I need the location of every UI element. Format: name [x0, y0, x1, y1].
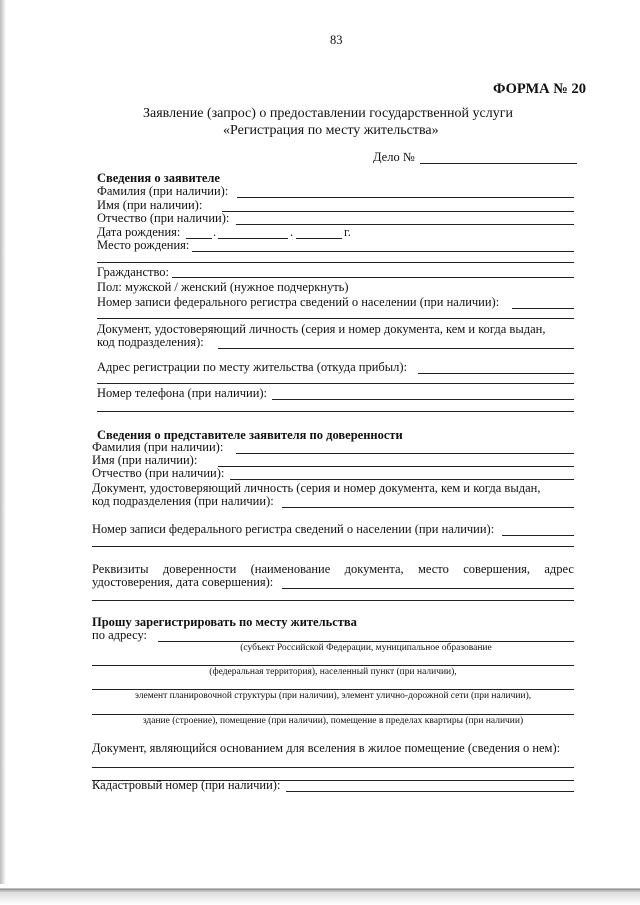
request-address-field-2[interactable]: [92, 665, 574, 666]
representative-heading: Сведения о представителе заявителя по доверенности: [97, 428, 403, 442]
applicant-federal-record-field[interactable]: [512, 308, 574, 309]
rep-patronymic-label: Отчество (при наличии):: [92, 466, 225, 480]
applicant-birthplace-field-2[interactable]: [97, 262, 574, 263]
rep-name-field[interactable]: [218, 466, 574, 467]
rep-id-doc-field[interactable]: [282, 507, 574, 508]
page-number: 83: [330, 33, 343, 47]
case-number-field[interactable]: [420, 163, 577, 164]
form-title-line2: «Регистрация по месту жительства»: [223, 123, 439, 138]
request-address-field-4[interactable]: [92, 714, 574, 715]
rep-name-label: Имя (при наличии):: [92, 453, 198, 467]
applicant-dob-label: Дата рождения:: [97, 225, 181, 239]
applicant-patronymic-label: Отчество (при наличии):: [97, 211, 230, 225]
applicant-id-doc-field[interactable]: [218, 348, 574, 349]
applicant-patronymic-field[interactable]: [236, 224, 574, 225]
applicant-gender-label: Пол: мужской / женский (нужное подчеркнуть): [97, 280, 349, 294]
proxy-word: документа,: [344, 562, 404, 576]
applicant-federal-record-field-2[interactable]: [97, 318, 574, 319]
rep-federal-record-field[interactable]: [502, 535, 574, 536]
applicant-phone-label: Номер телефона (при наличии):: [97, 386, 268, 400]
applicant-birthplace-field[interactable]: [192, 251, 574, 252]
applicant-birthplace-label: Место рождения:: [97, 238, 190, 252]
applicant-reg-address-field[interactable]: [418, 373, 574, 374]
proxy-word: (наименование: [250, 562, 331, 576]
applicant-phone-field-2[interactable]: [97, 411, 574, 412]
applicant-reg-address-field-2[interactable]: [97, 383, 574, 384]
request-address-label: по адресу:: [92, 628, 148, 642]
applicant-heading: Сведения о заявителе: [97, 171, 220, 185]
case-number-label: Дело №: [373, 150, 415, 164]
rep-id-doc-line1: Документ, удостоверяющий личность (серия и номер документа, кем и когда выдан,: [92, 481, 541, 495]
form-title-line1: Заявление (запрос) о предоставлении государственной услуги: [143, 106, 513, 121]
applicant-name-field[interactable]: [222, 211, 574, 212]
applicant-phone-field[interactable]: [272, 399, 574, 400]
scan-bottom-edge: [0, 884, 640, 905]
rep-id-doc-line2: код подразделения (при наличии):: [92, 494, 274, 508]
dob-dot-2: .: [290, 225, 294, 239]
address-caption-4: здание (строение), помещение (при наличии), помещение в пределах квартиры (при наличии): [142, 716, 524, 726]
cadastral-field[interactable]: [286, 791, 574, 792]
request-address-field-1[interactable]: [158, 641, 574, 642]
address-caption-1: (субъект Российской Федерации, муниципальное образование: [240, 643, 492, 653]
address-caption-2: (федеральная территория), населенный пункт (при наличии),: [209, 667, 457, 677]
applicant-citizenship-field[interactable]: [172, 277, 574, 278]
address-caption-3: элемент планировочной структуры (при наличии), элемент улично-дорожной сети (при наличии),: [134, 691, 532, 701]
cadastral-label: Кадастровый номер (при наличии):: [92, 778, 281, 792]
rep-federal-record-label: Номер записи федерального регистра сведений о населении (при наличии):: [92, 522, 495, 536]
applicant-citizenship-label: Гражданство:: [97, 265, 170, 279]
rep-proxy-line1: [92, 562, 574, 576]
basis-doc-field-1[interactable]: [92, 767, 574, 768]
rep-surname-label: Фамилия (при наличии):: [92, 440, 224, 454]
proxy-word: Реквизиты: [92, 562, 149, 576]
applicant-id-doc-line1: Документ, удостоверяющий личность (серия и номер документа, кем и когда выдан,: [97, 322, 546, 336]
basis-doc-label: Документ, являющийся основанием для вселения в жилое помещение (сведения о нем):: [92, 741, 561, 755]
rep-proxy-field[interactable]: [282, 588, 574, 589]
proxy-word: место: [417, 562, 449, 576]
applicant-surname-label: Фамилия (при наличии):: [97, 184, 229, 198]
dob-day-field[interactable]: [186, 238, 212, 239]
form-number: ФОРМА № 20: [493, 81, 586, 97]
rep-proxy-field-2[interactable]: [92, 600, 574, 601]
dob-year-suffix: г.: [344, 225, 351, 239]
rep-patronymic-field[interactable]: [230, 479, 574, 480]
applicant-id-doc-line2: код подразделения):: [97, 335, 204, 349]
proxy-word: адрес: [544, 562, 574, 576]
proxy-word: совершения,: [463, 562, 531, 576]
applicant-reg-address-label: Адрес регистрации по месту жительства (откуда прибыл):: [97, 360, 408, 374]
rep-surname-field[interactable]: [236, 453, 574, 454]
applicant-name-label: Имя (при наличии):: [97, 198, 203, 212]
request-heading: Прошу зарегистрировать по месту жительства: [92, 615, 357, 629]
rep-proxy-line2: удостоверения, дата совершения):: [92, 575, 274, 589]
applicant-surname-field[interactable]: [237, 197, 574, 198]
scan-left-edge: [0, 0, 6, 884]
proxy-word: доверенности: [162, 562, 237, 576]
dob-dot-1: .: [213, 225, 217, 239]
dob-month-field[interactable]: [218, 238, 288, 239]
dob-year-field[interactable]: [296, 238, 342, 239]
applicant-federal-record-label: Номер записи федерального регистра сведений о населении (при наличии):: [97, 295, 500, 309]
rep-federal-record-field-2[interactable]: [92, 546, 574, 547]
request-address-field-3[interactable]: [92, 689, 574, 690]
